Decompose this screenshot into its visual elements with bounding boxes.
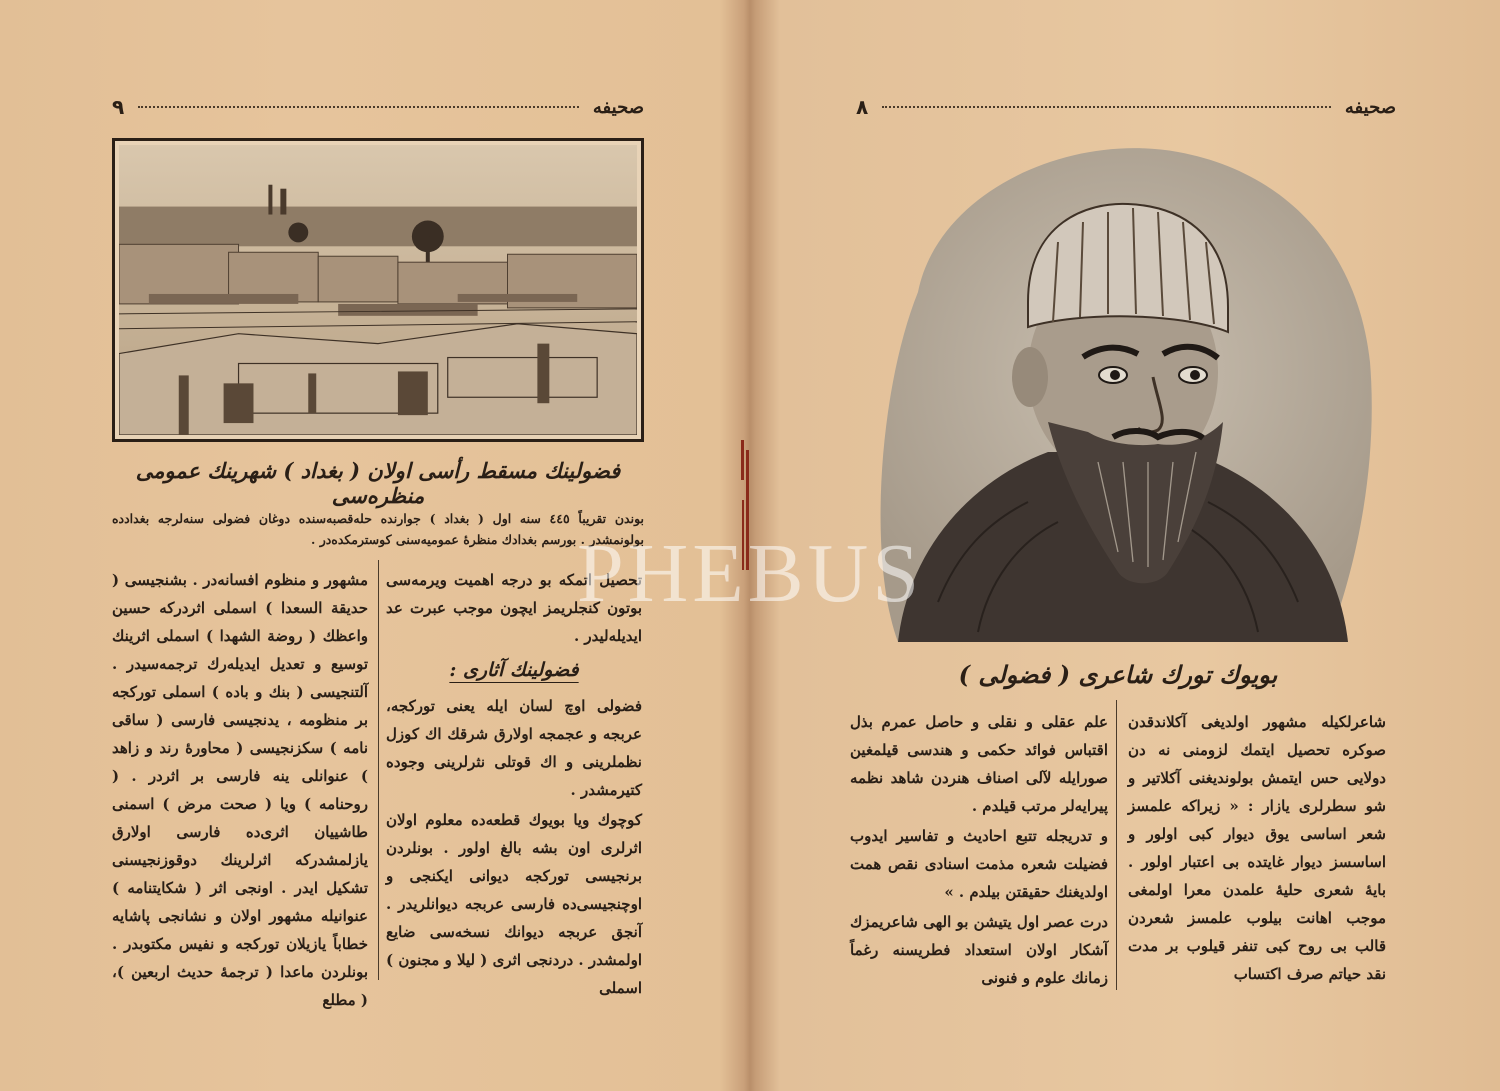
city-panorama-image	[119, 145, 637, 435]
section-heading: فضولینك آثاری :	[449, 659, 579, 681]
left-page	[0, 0, 748, 1091]
column-divider	[378, 560, 379, 980]
paragraph: تحصیل اتمکه بو درجه اهمیت ویرمه‌سی بوتون کنجلریمز ایچون موجب عبرت عد ایدیله‌لیدر .	[386, 571, 642, 645]
running-head-right	[856, 92, 1396, 122]
photo-caption-title: فضولینك مسقط رأسی اولان ( بغداد ) شهرینك عمومی منظره‌سی	[135, 458, 621, 508]
baghdad-city-photo	[112, 138, 644, 442]
portrait-image	[858, 132, 1378, 648]
left-page-column-1	[386, 566, 642, 1004]
fuzuli-portrait	[858, 132, 1378, 648]
page-number: ٩	[112, 95, 125, 119]
paragraph: و تدریجله تتبع احادیث و تفاسیر ایدوب فضیلت شعره مذمت اسنادی نقص همت اولدیغنك حقیقتن بیلدم . »	[850, 827, 1108, 901]
running-title: صحیفه	[592, 96, 644, 118]
dotted-rule	[882, 106, 1331, 108]
dotted-rule	[138, 106, 579, 108]
paragraph: مشهور و منظوم افسانه‌در . بشنجیسی ( حدیقة السعدا ) اسملی اثردرکه حسین واعظك ( روضة الشهدا ) اسملی اثرینك توسیع و تعدیل ایدیله‌رك ترجمه‌سیدر . آلتنجیسی ( بنك و باده ) اسملی تورکجه بر منظومه ، یدنجیسی فارسی ( ساقی نامه ) سکزنجیسی ( محاورهٔ رند و زاهد ) عنوانلی ینه فارسی بر اثردر . ( روحنامه ) ویا ( صحت مرض ) اسمنی طاشییان اثری‌ده فارسی اولارق یازلمشدرکه اثرلرینك دوقوزنجیسنی تشکیل ایدر . اونجی اثر ( شکایتنامه ) عنوانیله مشهور اولان و نشانجی پاشایه خطاباً یازیلان تورکجه و نفیس مکتوبدر . بونلردن ماعدا ( ترجمهٔ حدیث اربعین )، ( مطلع	[112, 571, 368, 1009]
paragraph: درت عصر اول یتیشن بو الهی شاعریمزك آشکار اولان استعداد فطریسنه رغماً زمانك علوم و فنونی	[850, 913, 1108, 987]
right-page-column-1	[1128, 708, 1386, 990]
page-number: ٨	[856, 95, 869, 119]
column-divider	[1116, 700, 1117, 990]
paragraph: شاعرلکیله مشهور اولدیغی آکلاندقدن صوکره تحصیل ایتمك لزومنی نه دن دولایی حس ایتمش بولوندیغنی آکلاتیر و شو سطرلری یازار : « زیراکه علمسز شعر اساسی یوق دیوار کبی اولور و اساسسز دیوار غایتده بی اعتبار اولور . بایهٔ شعری حلیهٔ علمدن معرا اولمغی موجب اهانت بیلوب علمسز شعردن قالب بی روح کبی تنفر قیلوب بر مدت نقد حیاتم صرف اکتساب	[1128, 713, 1386, 983]
paragraph: علم عقلی و نقلی و حاصل عمرم بذل اقتباس فوائد حکمی و هندسی قیلمغین صورایله لآلی اصناف هنردن شاهد نظمه پیرایه‌لر مرتب قیلدم .	[850, 713, 1108, 815]
phebus-watermark: PHEBUS	[576, 527, 924, 620]
portrait-caption: بویوك تورك شاعری ( فضولی )	[958, 660, 1278, 689]
binding-stitch	[741, 440, 751, 590]
right-page-column-2	[850, 708, 1108, 994]
left-page-column-2	[112, 566, 368, 1016]
running-head-left	[112, 92, 644, 122]
photo-caption-text: بوندن تقریباً ٤٤٥ سنه اول ( بغداد ) جوارنده حله‌قصبه‌سنده دوغان فضولی سنه‌لرجه بغدادده بولونمشدر . بورسم بغدادك منظرهٔ عمومیه‌سنی کوسترمکده‌در .	[112, 511, 645, 548]
paragraph: فضولی اوچ لسان ایله یعنی تورکجه، عربجه و عجمجه اولارق شرقك اك کوزل نظملرینی و اك قوتلی نثرلرینی وجوده کتیرمشدر .	[386, 697, 642, 799]
paragraph: کوچوك ویا بویوك قطعه‌ده معلوم اولان اثرلری اون بشه بالغ اولور . بونلردن برنجیسی تورکجه دیوانی ایکنجی و اوچنجیسی‌ده فارسی عربجه دیوانلریدر . آنجق عربجه دیوانك نسخه‌سی ضایع اولمشدر . دردنجی اثری ( لیلا و مجنون ) اسملی	[386, 811, 642, 997]
running-title: صحیفه	[1344, 96, 1396, 118]
